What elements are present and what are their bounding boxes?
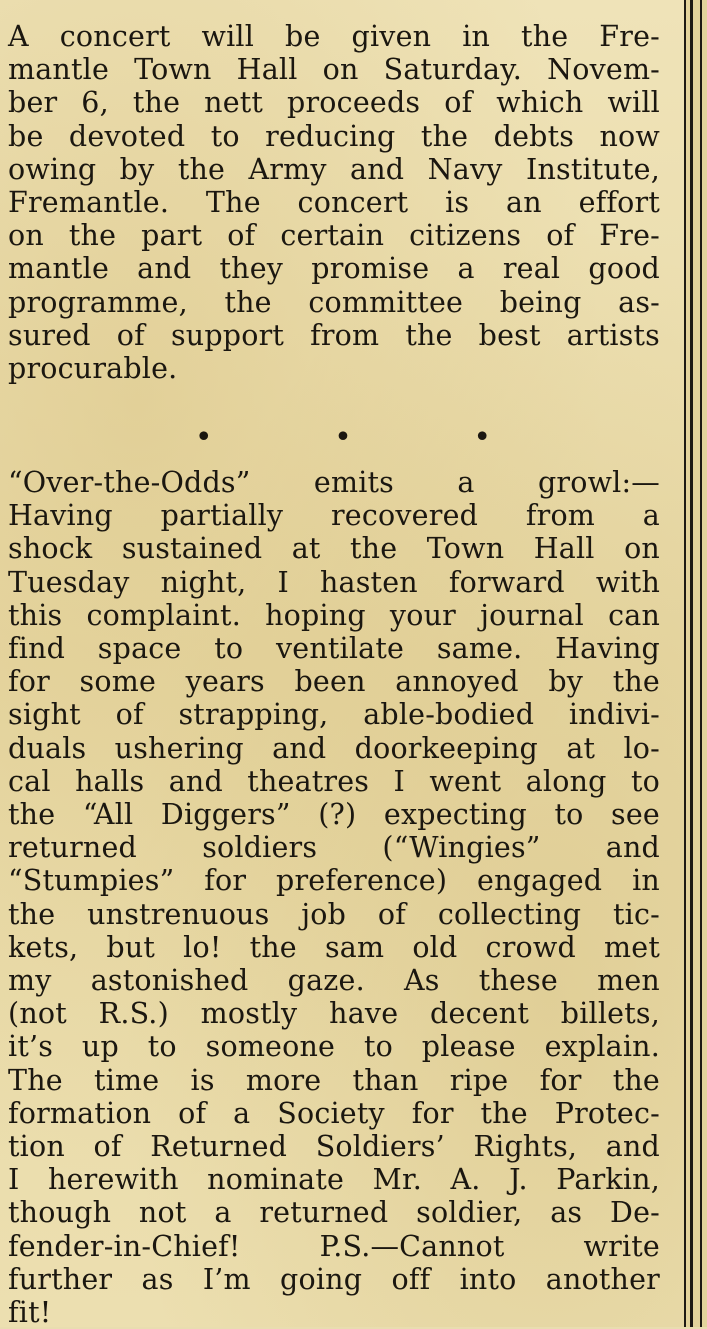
text-line: returned soldiers (“Wingies” and bbox=[8, 831, 660, 865]
text-line: sight of strapping, able-bodied indivi- bbox=[8, 698, 660, 732]
text-line: Tuesday night, I hasten forward with bbox=[8, 565, 660, 599]
text-line: procurable. bbox=[8, 352, 178, 386]
text-line: programme, the committee being as- bbox=[8, 285, 660, 319]
text-line: ber 6, the nett proceeds of which will bbox=[8, 86, 660, 120]
text-line: find space to ventilate same. Having bbox=[8, 632, 660, 666]
text-line: tion of Returned Soldiers’ Rights, and bbox=[8, 1130, 660, 1164]
text-line: mantle and they promise a real good bbox=[8, 252, 660, 286]
text-line: this complaint. hoping your journal can bbox=[8, 598, 660, 632]
text-line: fit! bbox=[8, 1296, 52, 1329]
text-line: A concert will be given in the Fre- bbox=[8, 20, 660, 53]
text-line: I herewith nominate Mr. A. J. Parkin, bbox=[8, 1163, 660, 1197]
text-line: duals ushering and doorkeeping at lo- bbox=[8, 731, 660, 765]
separator-dots: • • • bbox=[194, 420, 548, 455]
text-line: on the part of certain citizens of Fre- bbox=[8, 219, 660, 253]
text-line: the unstrenuous job of collecting tic- bbox=[8, 897, 660, 931]
column-rule bbox=[700, 0, 702, 1327]
text-line: fender-in-Chief! P.S.—Cannot write bbox=[8, 1229, 660, 1263]
text-line: The time is more than ripe for the bbox=[8, 1063, 660, 1097]
text-line: it’s up to someone to please explain. bbox=[8, 1030, 660, 1064]
text-line: sured of support from the best artists bbox=[8, 318, 660, 352]
text-line: (not R.S.) mostly have decent billets, bbox=[8, 997, 660, 1031]
text-line: mantle Town Hall on Saturday. Novem- bbox=[8, 53, 660, 87]
text-line: Having partially recovered from a bbox=[8, 499, 660, 533]
letter-paragraph bbox=[8, 466, 660, 1329]
text-line: “Over-the-Odds” emits a growl:— bbox=[8, 466, 660, 499]
text-line: the “All Diggers” (?) expecting to see bbox=[8, 798, 660, 832]
text-line: be devoted to reducing the debts now bbox=[8, 119, 660, 153]
concert-notice-paragraph bbox=[8, 20, 660, 385]
column-rule bbox=[684, 0, 686, 1327]
text-line: Fremantle. The concert is an effort bbox=[8, 186, 660, 220]
section-separator bbox=[0, 420, 686, 455]
text-line: cal halls and theatres I went along to bbox=[8, 764, 660, 798]
text-line: further as I’m going off into another bbox=[8, 1262, 660, 1296]
text-line: my astonished gaze. As these men bbox=[8, 964, 660, 998]
text-line: shock sustained at the Town Hall on bbox=[8, 532, 660, 566]
text-line: though not a returned soldier, as De- bbox=[8, 1196, 660, 1230]
text-line: for some years been annoyed by the bbox=[8, 665, 660, 699]
column-rule bbox=[690, 0, 693, 1327]
text-line: formation of a Society for the Protec- bbox=[8, 1096, 660, 1130]
text-line: owing by the Army and Navy Institute, bbox=[8, 152, 660, 186]
text-line: “Stumpies” for preference) engaged in bbox=[8, 864, 660, 898]
text-line: kets, but lo! the sam old crowd met bbox=[8, 930, 660, 964]
